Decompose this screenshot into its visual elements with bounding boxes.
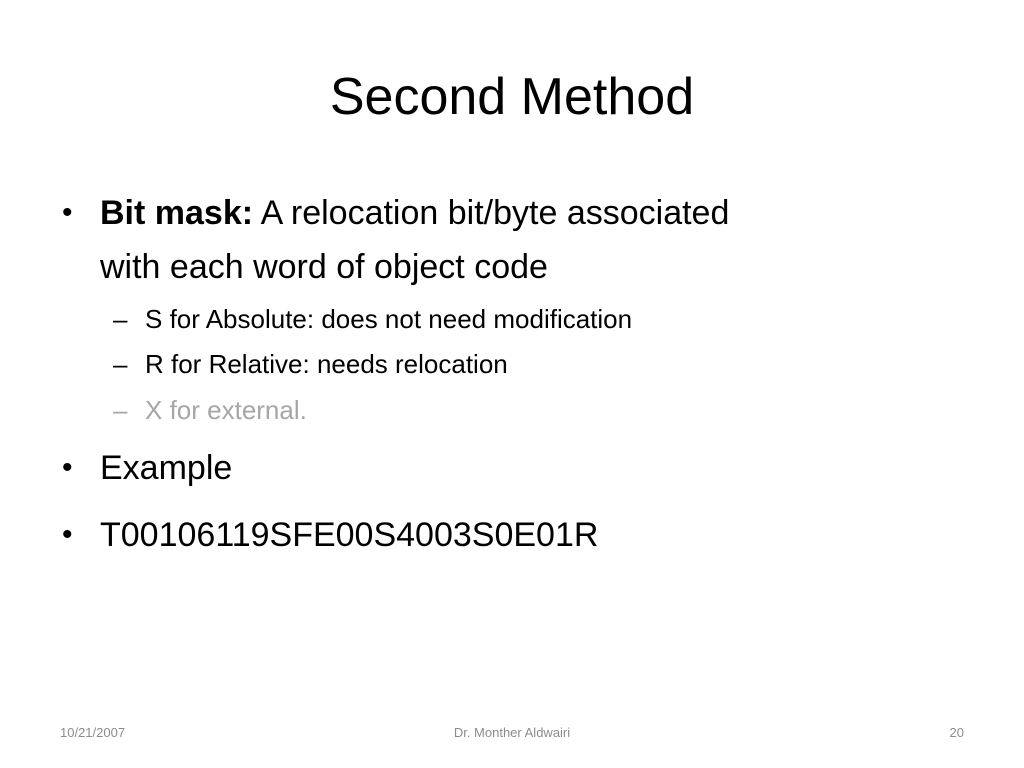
sub-item-absolute: [113, 304, 633, 334]
bullet-bit-mask: [62, 186, 730, 240]
bullet-marker: •: [62, 518, 73, 551]
sub-item-external-text: X for external.: [145, 395, 307, 425]
bullet-bit-mask-term: Bit mask:: [100, 194, 254, 232]
bullet-example-text: Example: [100, 449, 233, 487]
footer-page-number: 20: [949, 725, 964, 740]
bullet-record-text: T00106119SFE00S4003S0E01R: [100, 516, 599, 554]
sub-item-relative: [113, 349, 508, 379]
bullet-bit-mask-text-line2: with each word of object code: [100, 248, 548, 286]
slide-title: Second Method: [329, 68, 695, 126]
sub-item-absolute-text: S for Absolute: does not need modification: [145, 304, 633, 334]
dash-marker: –: [113, 304, 128, 334]
bullet-marker: •: [62, 196, 73, 229]
dash-marker: –: [113, 395, 128, 425]
bullet-bit-mask-text-line1: A relocation bit/byte associated: [253, 194, 730, 232]
bullet-bit-mask-continuation: [100, 240, 548, 294]
bullet-example: [62, 441, 233, 495]
footer-date: 10/21/2007: [60, 725, 126, 740]
sub-item-external: [113, 395, 307, 425]
dash-marker: –: [113, 349, 128, 379]
bullet-marker: •: [62, 451, 73, 484]
sub-item-relative-text: R for Relative: needs relocation: [145, 349, 508, 379]
footer-author: Dr. Monther Aldwairi: [453, 725, 571, 740]
bullet-record: [62, 508, 599, 562]
